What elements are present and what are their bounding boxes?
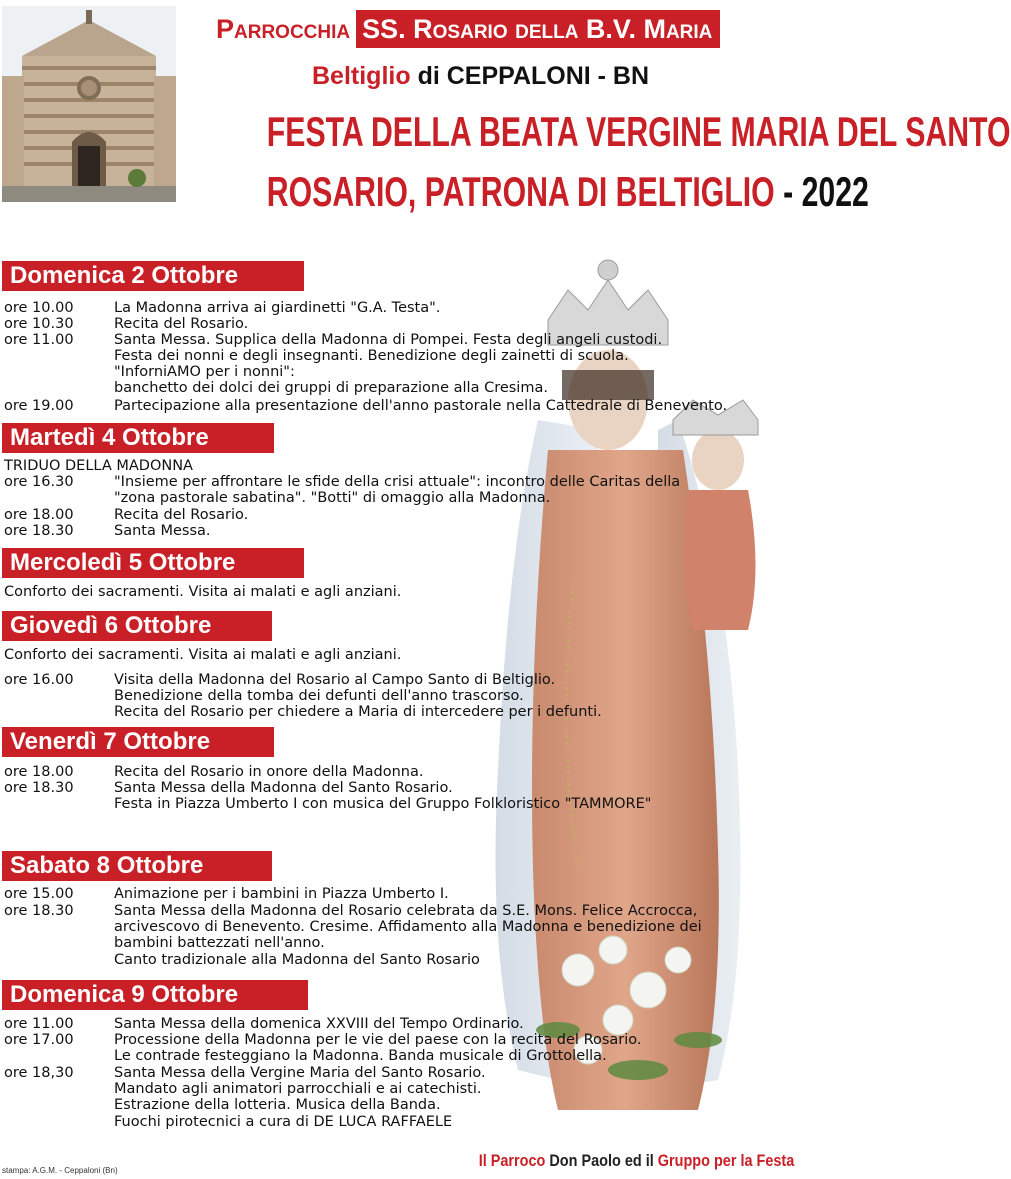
schedule-time: ore 18.30: [4, 523, 74, 539]
schedule-text: "Insieme per affrontare le sfide della crisi attuale": incontro delle Caritas della: [114, 474, 681, 490]
parroco-name: Don Paolo ed il: [549, 1151, 654, 1170]
festival-title-line2: [266, 168, 869, 216]
schedule-text: "zona pastorale sabatina". "Botti" di omaggio alla Madonna.: [114, 490, 551, 506]
schedule-text: Fuochi pirotecnici a cura di DE LUCA RAFFAELE: [114, 1114, 453, 1130]
schedule-text: Santa Messa della Madonna del Santo Rosario.: [114, 780, 453, 796]
schedule-text: Animazione per i bambini in Piazza Umberto I.: [114, 886, 449, 902]
schedule-time: ore 18.30: [4, 780, 74, 796]
schedule-text: Santa Messa della domenica XXVIII del Tempo Ordinario.: [114, 1016, 524, 1032]
schedule-time: ore 18.00: [4, 764, 74, 780]
print-note: stampa: A.G.M. - Ceppaloni (Bn): [2, 1166, 118, 1175]
schedule-text: Processione della Madonna per le vie del paese con la recita del Rosario.: [114, 1032, 642, 1048]
parish-prefix: Parrocchia: [216, 14, 351, 44]
festival-group: Gruppo per la Festa: [657, 1151, 794, 1170]
parish-name: SS. Rosario della B.V. Maria: [356, 10, 720, 48]
schedule-time: ore 18.30: [4, 903, 74, 919]
schedule-text: Visita della Madonna del Rosario al Campo Santo di Beltiglio.: [114, 672, 556, 688]
day-header-domenica-9: Domenica 9 Ottobre: [2, 980, 308, 1010]
church-photo: [2, 6, 176, 202]
schedule-note: Conforto dei sacramenti. Visita ai malati e agli anziani.: [4, 584, 402, 600]
schedule-time: ore 16.00: [4, 672, 74, 688]
schedule-text: Recita del Rosario.: [114, 316, 249, 332]
day-header-martedi-4: Martedì 4 Ottobre: [2, 423, 274, 453]
festival-title-line1: FESTA DELLA BEATA VERGINE MARIA DEL SANTO: [266, 108, 1011, 155]
schedule-text: "InforniAMO per i nonni":: [114, 364, 295, 380]
schedule-time: ore 11.00: [4, 1016, 74, 1032]
schedule-text: Estrazione della lotteria. Musica della Banda.: [114, 1097, 441, 1113]
schedule-text: Festa dei nonni e degli insegnanti. Benedizione degli zainetti di scuola.: [114, 348, 629, 364]
schedule-note: Conforto dei sacramenti. Visita ai malati e agli anziani.: [4, 647, 402, 663]
schedule-text: Santa Messa.: [114, 523, 211, 539]
schedule-time: ore 11.00: [4, 332, 74, 348]
schedule-time: ore 16.30: [4, 474, 74, 490]
location-line: [312, 62, 649, 91]
schedule-time: ore 15.00: [4, 886, 74, 902]
schedule-text: Recita del Rosario in onore della Madonna.: [114, 764, 424, 780]
parish-heading: [216, 10, 720, 48]
schedule-text: bambini battezzati nell'anno.: [114, 935, 325, 951]
location-rest: di CEPPALONI - BN: [417, 62, 650, 90]
day-header-venerdi-7: Venerdì 7 Ottobre: [2, 727, 274, 757]
schedule-time: ore 18.00: [4, 507, 74, 523]
signature-line: [478, 1151, 794, 1171]
day-header-domenica-2: Domenica 2 Ottobre: [2, 261, 304, 291]
schedule-text: arcivescovo di Benevento. Cresime. Affidamento alla Madonna e benedizione dei: [114, 919, 702, 935]
schedule-text: Partecipazione alla presentazione dell'anno pastorale nella Cattedrale di Benevento.: [114, 398, 728, 414]
day-header-giovedi-6: Giovedì 6 Ottobre: [2, 611, 272, 641]
day-header-mercoledi-5: Mercoledì 5 Ottobre: [2, 548, 304, 578]
day-header-sabato-8: Sabato 8 Ottobre: [2, 851, 272, 881]
schedule-text: Santa Messa della Madonna del Rosario celebrata da S.E. Mons. Felice Accrocca,: [114, 903, 698, 919]
schedule-text: Santa Messa della Vergine Maria del Santo Rosario.: [114, 1065, 486, 1081]
schedule-time: ore 18,30: [4, 1065, 74, 1081]
parroco-label: Il Parroco: [478, 1151, 546, 1170]
schedule-time: ore 10.30: [4, 316, 74, 332]
schedule-text: Mandato agli animatori parrocchiali e ai catechisti.: [114, 1081, 482, 1097]
schedule-time: ore 10.00: [4, 300, 74, 316]
festival-title-main: ROSARIO, PATRONA DI BELTIGLIO: [266, 168, 775, 215]
schedule-text: Santa Messa. Supplica della Madonna di Pompei. Festa degli angeli custodi.: [114, 332, 663, 348]
schedule-text: Canto tradizionale alla Madonna del Santo Rosario: [114, 952, 480, 968]
schedule-text: Le contrade festeggiano la Madonna. Banda musicale di Grottolella.: [114, 1048, 607, 1064]
schedule-text: Benedizione della tomba dei defunti dell'anno trascorso.: [114, 688, 524, 704]
schedule-text: La Madonna arriva ai giardinetti "G.A. Testa".: [114, 300, 441, 316]
schedule-text: banchetto dei dolci dei gruppi di preparazione alla Cresima.: [114, 380, 548, 396]
location-village: Beltiglio: [312, 62, 411, 90]
schedule-text: Recita del Rosario.: [114, 507, 249, 523]
schedule-time: ore 19.00: [4, 398, 74, 414]
schedule-text: Festa in Piazza Umberto I con musica del Gruppo Folkloristico "TAMMORE": [114, 796, 652, 812]
schedule-note: TRIDUO DELLA MADONNA: [4, 458, 193, 474]
schedule-time: ore 17.00: [4, 1032, 74, 1048]
schedule-text: Recita del Rosario per chiedere a Maria di intercedere per i defunti.: [114, 704, 602, 720]
festival-year: - 2022: [783, 168, 869, 215]
